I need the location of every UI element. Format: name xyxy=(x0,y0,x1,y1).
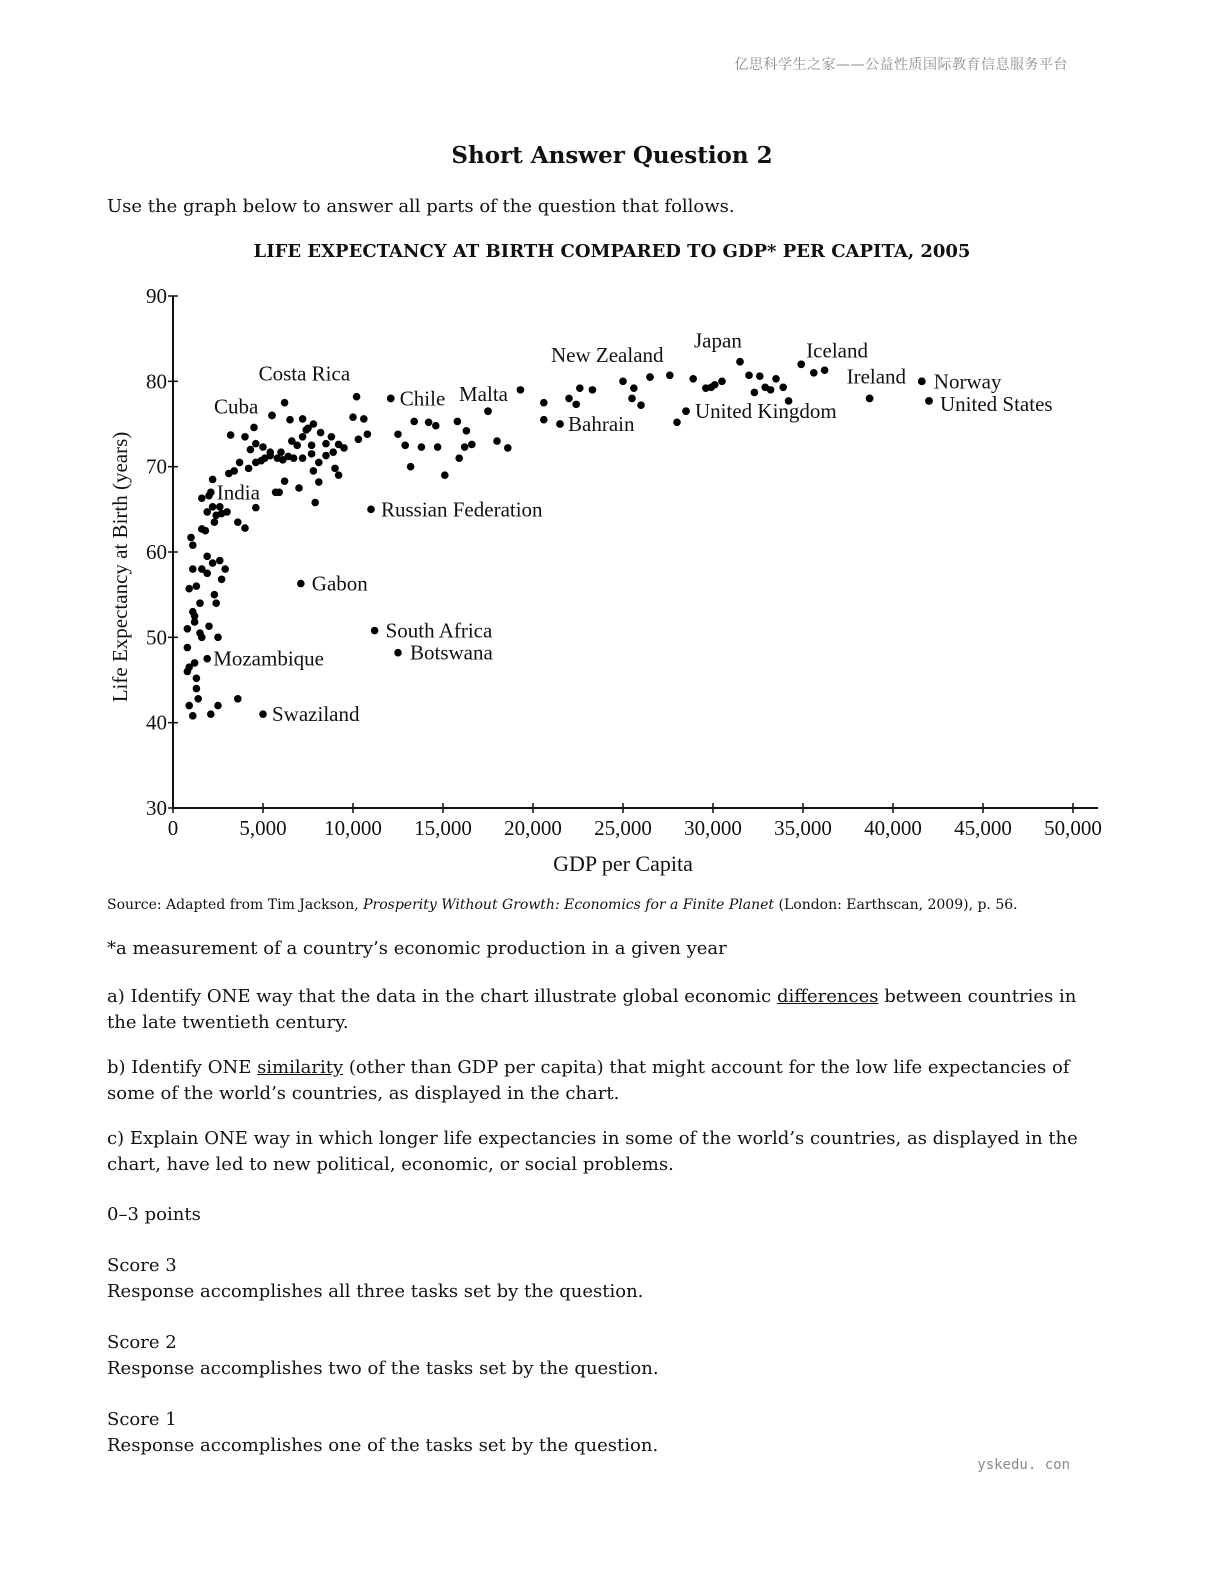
data-point xyxy=(234,695,242,703)
data-point xyxy=(619,378,627,386)
point-label: United Kingdom xyxy=(695,399,837,424)
data-point xyxy=(682,407,690,415)
data-point xyxy=(328,433,336,441)
data-point xyxy=(203,552,211,560)
data-point xyxy=(349,413,357,421)
data-point xyxy=(185,702,193,710)
data-point xyxy=(250,424,258,432)
data-point xyxy=(628,395,636,403)
y-tick-label: 50 xyxy=(146,625,167,650)
score-description: Response accomplishes one of the tasks set by the question. xyxy=(107,1435,659,1456)
data-point xyxy=(193,674,201,682)
data-point xyxy=(315,459,323,467)
data-point xyxy=(364,430,372,438)
data-point xyxy=(189,565,197,573)
data-point xyxy=(214,634,222,642)
data-point xyxy=(315,478,323,486)
data-point xyxy=(425,418,433,426)
data-point xyxy=(212,512,220,520)
data-point xyxy=(504,444,512,452)
point-label: Mozambique xyxy=(213,646,325,671)
data-point xyxy=(576,384,584,392)
data-point xyxy=(736,358,744,366)
score-description: Response accomplishes all three tasks set by the question. xyxy=(107,1281,644,1302)
question-b-underlined: similarity xyxy=(257,1057,344,1078)
data-point xyxy=(918,378,926,386)
data-point xyxy=(198,494,206,502)
data-point xyxy=(211,591,219,599)
question-c: c) Explain ONE way in which longer life expectancies in some of the world’s countries, as displayed in the chart, have led to new political, economic, or social problems. xyxy=(107,1128,1078,1175)
data-point xyxy=(572,401,580,409)
data-point xyxy=(322,440,330,448)
y-tick-label: 70 xyxy=(146,454,167,479)
data-point xyxy=(293,442,301,450)
point-label: Russian Federation xyxy=(381,497,543,522)
data-point xyxy=(454,418,462,426)
x-tick-label: 30,000 xyxy=(684,816,742,840)
data-point xyxy=(216,557,224,565)
data-point xyxy=(194,695,202,703)
data-point xyxy=(295,484,303,492)
data-point xyxy=(353,393,361,401)
point-label: Costa Rica xyxy=(258,361,351,386)
data-point xyxy=(463,427,471,435)
data-point xyxy=(209,559,217,567)
scatter-chart xyxy=(100,280,1120,890)
data-point xyxy=(387,395,395,403)
data-point xyxy=(673,418,681,426)
score-label: Score 2 xyxy=(107,1332,177,1353)
data-point xyxy=(198,634,206,642)
data-point xyxy=(281,399,289,407)
x-tick-label: 25,000 xyxy=(594,816,652,840)
data-point xyxy=(207,488,215,496)
source-book-title: Prosperity Without Growth: Economics for a Finite Planet xyxy=(363,897,775,913)
data-point xyxy=(317,429,325,437)
data-point xyxy=(779,384,787,392)
question-b-text-1: b) Identify ONE xyxy=(107,1057,258,1078)
point-label: Swaziland xyxy=(272,702,360,727)
data-point xyxy=(810,369,818,377)
data-point xyxy=(745,372,753,380)
point-label: South Africa xyxy=(385,618,493,643)
data-point xyxy=(189,541,197,549)
data-point xyxy=(401,442,409,450)
data-point xyxy=(434,443,442,451)
data-point xyxy=(461,443,469,451)
point-label: Iceland xyxy=(806,338,868,363)
data-point xyxy=(218,576,226,584)
data-point xyxy=(252,504,260,512)
data-point xyxy=(484,407,492,415)
question-b xyxy=(107,1055,1107,1107)
data-point xyxy=(193,582,201,590)
y-tick-label: 40 xyxy=(146,710,167,735)
point-label: Cuba xyxy=(214,394,259,419)
data-point xyxy=(637,401,645,409)
point-label: Bahrain xyxy=(568,412,635,436)
data-point xyxy=(184,625,192,633)
data-point xyxy=(589,386,597,394)
data-point xyxy=(245,465,253,473)
gdp-footnote: *a measurement of a country’s economic production in a given year xyxy=(107,938,727,959)
data-point xyxy=(209,503,217,511)
data-point xyxy=(821,366,829,374)
y-tick-label: 80 xyxy=(146,369,167,394)
data-point xyxy=(371,627,379,635)
data-point xyxy=(418,443,426,451)
data-point xyxy=(751,389,759,397)
point-label: New Zealand xyxy=(551,343,664,368)
data-point xyxy=(556,420,564,428)
data-point xyxy=(468,441,476,449)
data-point xyxy=(223,508,231,516)
data-point xyxy=(230,467,238,475)
question-a-text-2: between countries in the late twentieth century. xyxy=(107,986,1077,1033)
data-point xyxy=(360,415,368,423)
x-tick-label: 45,000 xyxy=(954,816,1012,840)
point-label: Malta xyxy=(459,382,508,407)
point-label: Chile xyxy=(399,386,446,411)
data-point xyxy=(247,446,255,454)
data-point xyxy=(214,702,222,710)
data-point xyxy=(196,599,204,607)
data-point xyxy=(689,375,697,383)
x-tick-label: 15,000 xyxy=(414,816,472,840)
data-point xyxy=(322,452,330,460)
data-point xyxy=(335,471,343,479)
point-label: Japan xyxy=(694,328,742,353)
data-point xyxy=(189,608,197,616)
x-tick-label: 50,000 xyxy=(1044,816,1102,840)
score-label: Score 3 xyxy=(107,1255,177,1276)
data-point xyxy=(646,373,654,381)
x-tick-label: 40,000 xyxy=(864,816,922,840)
y-axis-label: Life Expectancy at Birth (years) xyxy=(108,431,132,703)
data-point xyxy=(187,534,195,542)
data-point xyxy=(310,420,318,428)
point-label: Norway xyxy=(933,369,1002,394)
data-point xyxy=(259,443,267,451)
points-range: 0–3 points xyxy=(107,1204,201,1225)
data-point xyxy=(367,506,375,514)
data-point xyxy=(252,440,260,448)
data-point xyxy=(310,467,318,475)
data-point xyxy=(540,416,548,424)
data-point xyxy=(184,644,192,652)
data-point xyxy=(630,384,638,392)
data-point xyxy=(767,386,775,394)
x-tick-label: 10,000 xyxy=(324,816,382,840)
data-point xyxy=(311,499,319,507)
question-a xyxy=(107,984,1107,1036)
data-point xyxy=(797,360,805,368)
data-point xyxy=(565,395,573,403)
data-point xyxy=(234,518,242,526)
chart-title: LIFE EXPECTANCY AT BIRTH COMPARED TO GDP* PER CAPITA, 2005 xyxy=(253,241,971,262)
score-description: Response accomplishes two of the tasks set by the question. xyxy=(107,1358,659,1379)
data-point xyxy=(410,418,418,426)
data-point xyxy=(241,433,249,441)
data-point xyxy=(290,454,298,462)
data-point xyxy=(211,518,219,526)
data-point xyxy=(718,378,726,386)
data-point xyxy=(299,433,307,441)
data-point xyxy=(517,386,525,394)
data-point xyxy=(209,476,217,484)
data-point xyxy=(193,685,201,693)
data-point xyxy=(275,488,283,496)
data-point xyxy=(308,450,316,458)
data-point xyxy=(259,710,267,718)
data-point xyxy=(441,471,449,479)
data-point xyxy=(340,444,348,452)
data-point xyxy=(281,477,289,485)
data-point xyxy=(299,454,307,462)
data-point xyxy=(227,431,235,439)
source-citation xyxy=(107,897,1117,913)
data-point xyxy=(355,436,363,444)
data-point xyxy=(198,565,206,573)
point-label: Ireland xyxy=(846,364,907,389)
data-point xyxy=(297,580,305,588)
data-point xyxy=(711,381,719,389)
data-point xyxy=(455,454,463,462)
y-tick-label: 90 xyxy=(146,284,167,308)
header-watermark-text: 亿思科学生之家——公益性质国际教育信息服务平台 xyxy=(734,57,1068,73)
x-tick-label: 0 xyxy=(167,816,179,840)
data-point xyxy=(266,448,274,456)
data-point xyxy=(236,459,244,467)
x-tick-label: 5,000 xyxy=(239,816,287,840)
data-point xyxy=(329,448,337,456)
data-point xyxy=(394,430,402,438)
x-axis-label: GDP per Capita xyxy=(553,851,693,876)
data-point xyxy=(432,422,440,430)
data-point xyxy=(666,372,674,380)
data-point xyxy=(241,524,249,532)
data-point xyxy=(407,463,415,471)
data-point xyxy=(221,565,229,573)
score-label: Score 1 xyxy=(107,1409,177,1430)
data-point xyxy=(331,465,339,473)
data-point xyxy=(308,442,316,450)
data-point xyxy=(540,399,548,407)
data-point xyxy=(277,448,285,456)
y-tick-label: 30 xyxy=(146,796,167,820)
source-prefix: Source: Adapted from Tim Jackson, xyxy=(107,897,364,913)
footer-watermark-text: yskedu. con xyxy=(977,1457,1070,1473)
question-a-underlined: differences xyxy=(776,986,879,1007)
question-a-text-1: a) Identify ONE way that the data in the chart illustrate global economic xyxy=(107,986,777,1007)
point-label: India xyxy=(216,480,260,505)
data-point xyxy=(191,659,199,667)
data-point xyxy=(394,649,402,657)
question-b-text-2: (other than GDP per capita) that might account for the low life expectancies of some of the world’s countries, as displayed in the chart. xyxy=(107,1057,1070,1104)
intro-text: Use the graph below to answer all parts of the question that follows. xyxy=(107,196,735,217)
point-label: Botswana xyxy=(410,640,493,665)
data-point xyxy=(203,655,211,663)
data-point xyxy=(189,712,197,720)
data-point xyxy=(299,415,307,423)
data-point xyxy=(772,375,780,383)
data-point xyxy=(925,397,933,405)
x-tick-label: 35,000 xyxy=(774,816,832,840)
data-point xyxy=(866,395,874,403)
data-point xyxy=(205,622,213,630)
x-tick-label: 20,000 xyxy=(504,816,562,840)
data-point xyxy=(185,585,193,593)
data-point xyxy=(756,372,764,380)
point-label: United States xyxy=(940,391,1053,416)
data-point xyxy=(207,710,215,718)
data-point xyxy=(286,416,294,424)
source-suffix: (London: Earthscan, 2009), p. 56. xyxy=(774,897,1018,913)
data-point xyxy=(493,437,501,445)
point-label: Gabon xyxy=(311,571,368,596)
y-tick-label: 60 xyxy=(146,540,167,564)
data-point xyxy=(268,412,276,420)
data-point xyxy=(198,525,206,533)
data-point xyxy=(212,599,220,607)
page-title: Short Answer Question 2 xyxy=(451,142,773,169)
